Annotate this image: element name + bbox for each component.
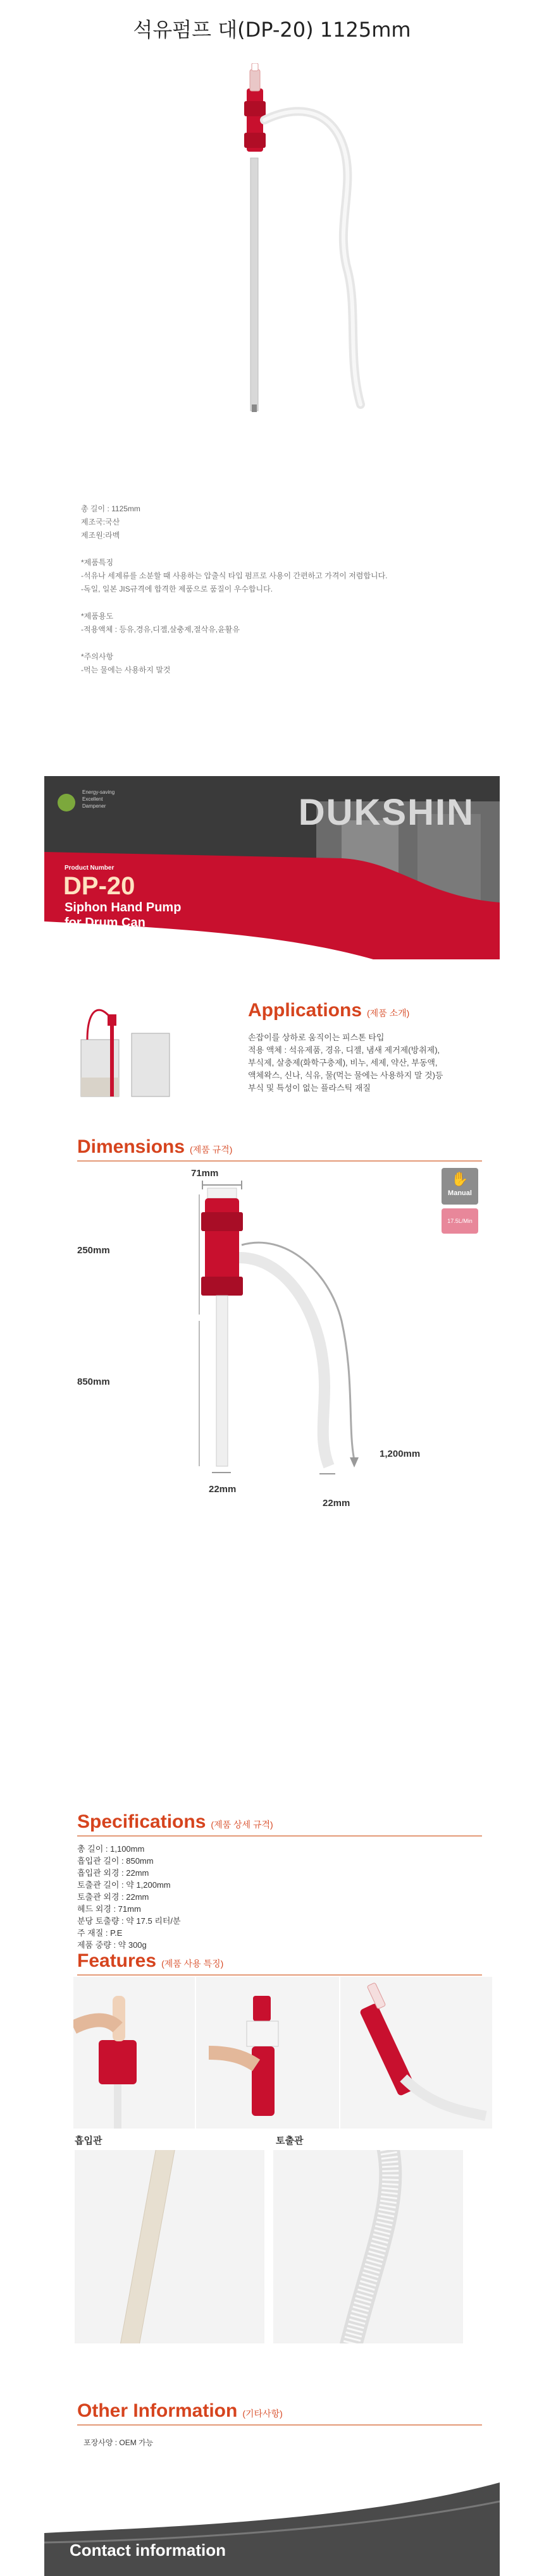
features-divider bbox=[77, 1974, 482, 1976]
applications-text bbox=[248, 1031, 443, 1095]
product-banner bbox=[44, 776, 500, 959]
spec-line: 총 길이 : 1,100mm bbox=[77, 1844, 145, 1854]
features-heading bbox=[77, 1950, 223, 1972]
banner-tagline-3: Dampener bbox=[82, 803, 106, 809]
applications-line: 적용 액체 : 석유제품, 경유, 디젤, 냄새 제거제(방취제), bbox=[248, 1045, 440, 1055]
applications-line: 손잡이를 상하로 움직이는 피스톤 타입 bbox=[248, 1033, 385, 1042]
page-title: 석유펌프 대(DP-20) 1125mm bbox=[133, 18, 411, 42]
applications-title-ko: (제품 소개) bbox=[367, 1008, 410, 1018]
intake-tube-photo bbox=[75, 2150, 264, 2343]
other-title: Other Information bbox=[77, 2400, 238, 2421]
other-divider bbox=[77, 2424, 482, 2426]
other-title-ko: (기타사항) bbox=[242, 2409, 283, 2419]
info-usage-1: -적용액체 : 등유,경유,디젤,살충제,절삭유,윤활유 bbox=[81, 625, 240, 634]
contact-background bbox=[44, 2482, 500, 2576]
hand-icon: ✋ bbox=[451, 1171, 469, 1187]
feature-photo-3 bbox=[340, 1977, 492, 2129]
contact-label: Contact information bbox=[70, 2541, 226, 2560]
intake-label: 흡입관 bbox=[75, 2136, 102, 2146]
dim-hose-length: 1,200mm bbox=[380, 1449, 421, 1459]
info-origin: 제조국:국산 bbox=[81, 518, 120, 526]
applications-heading bbox=[248, 1000, 409, 1021]
spec-line: 토출관 길이 : 약 1,200mm bbox=[77, 1880, 171, 1890]
outlet-tube-photo bbox=[273, 2150, 463, 2343]
spec-line: 제품 중량 : 약 300g bbox=[77, 1940, 147, 1950]
specifications-heading bbox=[77, 1811, 273, 1833]
outlet-label: 토출관 bbox=[276, 2136, 304, 2146]
manual-badge-label: Manual bbox=[448, 1189, 472, 1197]
applications-title: Applications bbox=[248, 1000, 362, 1021]
feature-photo-2 bbox=[196, 1977, 339, 2129]
dimensions-heading bbox=[77, 1136, 232, 1158]
banner-tagline-2: Excellent bbox=[82, 796, 103, 802]
dim-hose-dia: 22mm bbox=[323, 1498, 350, 1509]
info-features-1: -석유나 세제류를 소분할 때 사용하는 압출식 타입 펌프로 사용이 간편하고 가격이 저렴합니다. bbox=[81, 571, 388, 580]
spec-line: 흡입관 외경 : 22mm bbox=[77, 1868, 149, 1878]
features-title-ko: (제품 사용 특징) bbox=[161, 1959, 224, 1969]
other-heading bbox=[77, 2400, 283, 2422]
product-info bbox=[81, 502, 388, 677]
spec-line: 흡입관 길이 : 850mm bbox=[77, 1856, 154, 1866]
specifications-title-ko: (제품 상세 규격) bbox=[211, 1820, 273, 1830]
applications-line: 액체왁스, 신나, 식유, 물(먹는 물에는 사용하지 말 것)등 bbox=[248, 1071, 443, 1080]
manual-badge bbox=[442, 1168, 478, 1205]
specifications-list bbox=[77, 1843, 181, 1951]
specifications-divider bbox=[77, 1835, 482, 1837]
info-features-2: -독일, 일본 JIS규격에 합격한 제품으로 품질이 우수합니다. bbox=[81, 585, 273, 593]
applications-line: 부식제, 살충제(화학구충제), 비누, 세제, 약산, 부동액, bbox=[248, 1058, 438, 1067]
other-text: 포장사양 : OEM 가능 bbox=[83, 2438, 154, 2447]
hero-pump-image bbox=[228, 63, 367, 417]
flow-rate-badge: 17.5L/Min bbox=[442, 1208, 478, 1234]
dimensions-title-ko: (제품 규격) bbox=[190, 1145, 233, 1155]
banner-brand: DUKSHIN bbox=[298, 792, 474, 833]
info-maker: 제조원:라벡 bbox=[81, 531, 120, 540]
info-caution-heading: *주의사항 bbox=[81, 652, 114, 661]
dimensions-divider bbox=[77, 1160, 482, 1162]
specifications-title: Specifications bbox=[77, 1811, 206, 1832]
contact-banner bbox=[44, 2482, 500, 2576]
dim-tube-dia: 22mm bbox=[209, 1484, 237, 1495]
dim-head-height: 250mm bbox=[77, 1245, 110, 1256]
spec-line: 주 재질 : P.E bbox=[77, 1928, 123, 1938]
banner-product-number-label: Product Number bbox=[65, 865, 114, 872]
features-title: Features bbox=[77, 1950, 157, 1971]
dim-tube-length: 850mm bbox=[77, 1376, 110, 1387]
banner-subtitle-1: Siphon Hand Pump bbox=[65, 901, 182, 914]
spec-line: 분당 토출량 : 약 17.5 리터/분 bbox=[77, 1916, 181, 1926]
banner-subtitle-2: for Drum Can bbox=[65, 916, 145, 930]
info-caution-1: -먹는 물에는 사용하지 말것 bbox=[81, 665, 171, 674]
dim-width-top: 71mm bbox=[191, 1168, 219, 1179]
banner-model: DP-20 bbox=[63, 872, 135, 900]
dimensions-title: Dimensions bbox=[77, 1136, 185, 1157]
spec-line: 헤드 외경 : 71mm bbox=[77, 1904, 141, 1914]
info-features-heading: *제품특징 bbox=[81, 558, 114, 567]
info-usage-heading: *제품용도 bbox=[81, 612, 114, 621]
feature-photo-1 bbox=[73, 1977, 195, 2129]
info-length: 총 길이 : 1125mm bbox=[81, 504, 140, 513]
banner-tagline-1: Energy-saving bbox=[82, 789, 115, 795]
dimensions-diagram bbox=[76, 1163, 430, 1485]
applications-line: 부식 및 특성이 없는 플라스틱 재질 bbox=[248, 1083, 371, 1093]
spec-line: 토출관 외경 : 22mm bbox=[77, 1892, 149, 1902]
applications-illustration bbox=[75, 995, 176, 1103]
